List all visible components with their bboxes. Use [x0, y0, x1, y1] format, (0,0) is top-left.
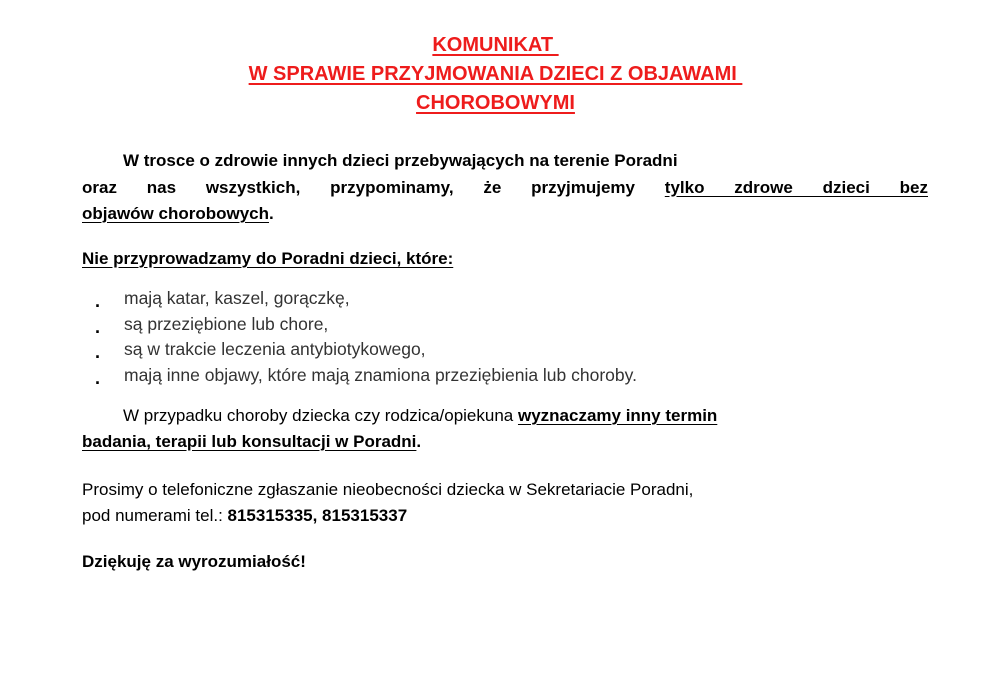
phone-paragraph — [82, 477, 928, 529]
announcement-title — [0, 31, 991, 118]
thanks-line: Dziękuję za wyrozumiałość! — [82, 552, 306, 571]
intro-line-3: objawów chorobowych. — [82, 204, 274, 223]
intro-emphasis: tylko zdrowe dzieci bez — [664, 177, 928, 197]
intro-emphasis-cont: objawów chorobowych — [82, 204, 270, 223]
phone-line-1: Prosimy o telefoniczne zgłaszanie nieobecności dziecka w Sekretariacie Poradni, — [82, 480, 694, 499]
illness-line-2: badania, terapii lub konsultacji w Poradni. — [82, 432, 422, 451]
section-heading: Nie przyprowadzamy do Poradni dzieci, które: — [82, 249, 454, 268]
intro-line-1: W trosce o zdrowie innych dzieci przebywających na terenie Poradni — [123, 151, 678, 170]
phone-line-2: pod numerami tel.: 815315335, 815315337 — [82, 506, 408, 525]
bullet-icon: . — [95, 316, 101, 337]
list-item: . są przeziębione lub chore, — [95, 312, 637, 338]
list-item: . mają inne objawy, które mają znamiona przeziębienia lub choroby. — [95, 363, 637, 389]
illness-emphasis: wyznaczamy inny termin — [517, 406, 718, 425]
illness-line-1: W przypadku choroby dziecka czy rodzica/opiekuna wyznaczamy inny termin — [123, 406, 718, 425]
list-item: . są w trakcie leczenia antybiotykowego, — [95, 337, 637, 363]
title-line-1: KOMUNIKAT — [432, 34, 559, 56]
symptoms-list — [95, 286, 637, 388]
title-line-2: W SPRAWIE PRZYJMOWANIA DZIECI Z OBJAWAMI — [248, 63, 743, 85]
list-item: . mają katar, kaszel, gorączkę, — [95, 286, 637, 312]
title-line-3: CHOROBOWYMI — [416, 92, 575, 114]
bullet-icon: . — [95, 291, 101, 311]
illness-emphasis-cont: badania, terapii lub konsultacji w Poradni — [82, 432, 417, 451]
illness-paragraph — [82, 403, 928, 455]
intro-line-2: oraz nas wszystkich, przypominamy, że przyjmujemy tylko zdrowe dzieci bez — [82, 177, 928, 197]
bullet-icon: . — [95, 367, 101, 388]
phone-numbers: 815315335, 815315337 — [227, 506, 408, 525]
intro-paragraph — [82, 148, 928, 228]
bullet-icon: . — [95, 342, 101, 362]
